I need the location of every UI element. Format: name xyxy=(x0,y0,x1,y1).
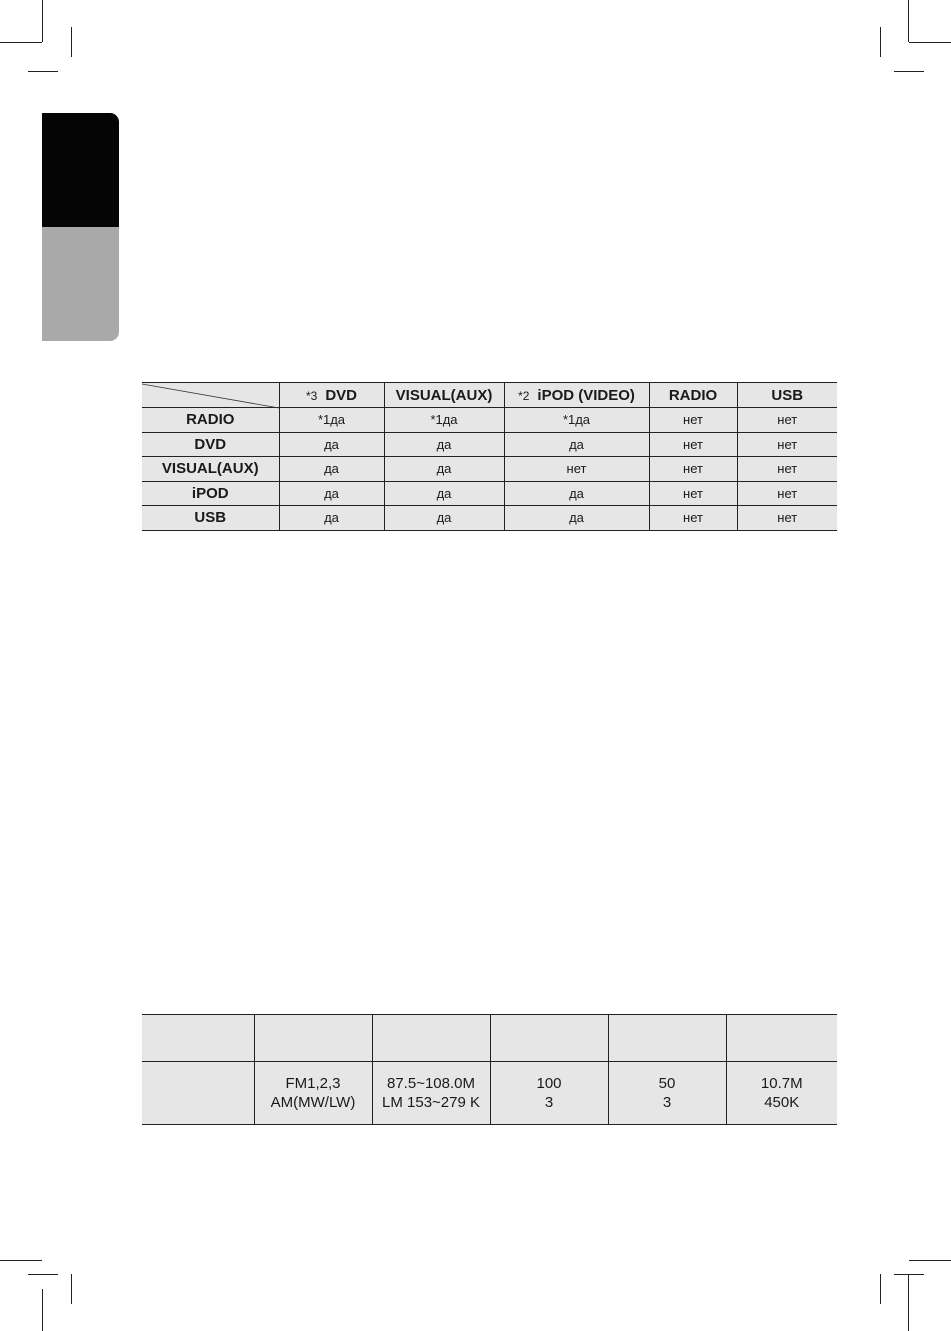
crop-mark xyxy=(894,1274,924,1275)
row-label: iPOD xyxy=(142,481,279,506)
table-row xyxy=(142,481,837,506)
step-value: 100 xyxy=(536,1075,562,1092)
matrix-cell: да xyxy=(504,481,649,506)
header-label: iPOD (VIDEO) xyxy=(537,386,635,404)
matrix-cell: да xyxy=(279,432,384,457)
if-value: 450K xyxy=(764,1094,800,1111)
crop-mark xyxy=(909,42,951,43)
header-label: VISUAL(AUX) xyxy=(395,386,493,404)
crop-mark xyxy=(28,71,58,72)
section-tab-gray xyxy=(42,227,119,341)
matrix-cell: *1да xyxy=(504,408,649,433)
matrix-header-usb xyxy=(737,383,837,408)
matrix-cell: *1да xyxy=(384,408,504,433)
band-cell-bands xyxy=(254,1062,372,1125)
row-label: DVD xyxy=(142,432,279,457)
matrix-cell: *1да xyxy=(279,408,384,433)
row-label: VISUAL(AUX) xyxy=(142,457,279,482)
matrix-cell: да xyxy=(279,481,384,506)
matrix-cell: нет xyxy=(649,408,737,433)
matrix-header-visual-aux xyxy=(384,383,504,408)
range-value: LM 153~279 K xyxy=(382,1094,480,1111)
band-header-cell xyxy=(372,1015,490,1062)
radio-band-table xyxy=(142,1014,837,1125)
matrix-corner-cell xyxy=(142,383,279,408)
crop-mark xyxy=(880,1274,881,1304)
crop-mark xyxy=(909,1260,951,1261)
section-tab-black xyxy=(42,113,119,227)
band-header-cell xyxy=(490,1015,608,1062)
matrix-header-radio xyxy=(649,383,737,408)
matrix-cell: да xyxy=(279,506,384,531)
matrix-cell: да xyxy=(384,481,504,506)
crop-mark xyxy=(880,27,881,57)
seek-value: 50 xyxy=(658,1075,676,1092)
row-label: RADIO xyxy=(142,408,279,433)
matrix-header-row xyxy=(142,383,837,408)
band-header-cell xyxy=(142,1015,254,1062)
band-row-label xyxy=(142,1062,254,1125)
footnote-mark: *3 xyxy=(305,388,318,403)
header-label: DVD xyxy=(325,386,357,404)
band-header-cell xyxy=(726,1015,837,1062)
source-matrix-table xyxy=(142,382,837,531)
matrix-cell: да xyxy=(279,457,384,482)
crop-mark xyxy=(908,0,909,42)
matrix-header-ipod-video xyxy=(504,383,649,408)
footnote-mark: *2 xyxy=(518,388,530,403)
matrix-cell: да xyxy=(384,432,504,457)
table-row xyxy=(142,1062,837,1125)
if-value: 10.7M xyxy=(760,1075,803,1092)
header-label: RADIO xyxy=(668,386,718,404)
crop-mark xyxy=(42,1289,43,1331)
matrix-cell: нет xyxy=(737,506,837,531)
band-cell-seek xyxy=(608,1062,726,1125)
table-row xyxy=(142,408,837,433)
matrix-cell: нет xyxy=(504,457,649,482)
crop-mark xyxy=(894,71,924,72)
table-row xyxy=(142,432,837,457)
table-row xyxy=(142,457,837,482)
crop-mark xyxy=(908,1274,909,1331)
crop-mark xyxy=(28,1274,58,1275)
matrix-header-dvd xyxy=(279,383,384,408)
matrix-cell: да xyxy=(504,432,649,457)
band-value: FM1,2,3 xyxy=(285,1075,341,1092)
matrix-cell: да xyxy=(384,457,504,482)
crop-mark xyxy=(71,1274,72,1304)
matrix-cell: нет xyxy=(649,432,737,457)
matrix-cell: нет xyxy=(649,457,737,482)
band-cell-ranges xyxy=(372,1062,490,1125)
matrix-cell: да xyxy=(384,506,504,531)
matrix-cell: нет xyxy=(649,506,737,531)
band-header-cell xyxy=(608,1015,726,1062)
table-row xyxy=(142,506,837,531)
matrix-cell: нет xyxy=(737,481,837,506)
step-value: 3 xyxy=(544,1094,554,1111)
crop-mark xyxy=(0,1260,42,1261)
header-label: USB xyxy=(771,386,804,404)
matrix-cell: нет xyxy=(737,457,837,482)
band-value: AM(MW/LW) xyxy=(270,1094,356,1111)
range-value: 87.5~108.0M xyxy=(387,1075,475,1092)
row-label: USB xyxy=(142,506,279,531)
matrix-cell: нет xyxy=(737,408,837,433)
band-cell-if xyxy=(726,1062,837,1125)
crop-mark xyxy=(0,42,42,43)
diagonal-divider xyxy=(142,383,279,409)
crop-mark xyxy=(71,27,72,57)
crop-mark xyxy=(42,0,43,42)
seek-value: 3 xyxy=(662,1094,672,1111)
band-header-row xyxy=(142,1015,837,1062)
band-cell-steps xyxy=(490,1062,608,1125)
matrix-cell: нет xyxy=(737,432,837,457)
matrix-cell: да xyxy=(504,506,649,531)
band-header-cell xyxy=(254,1015,372,1062)
matrix-cell: нет xyxy=(649,481,737,506)
